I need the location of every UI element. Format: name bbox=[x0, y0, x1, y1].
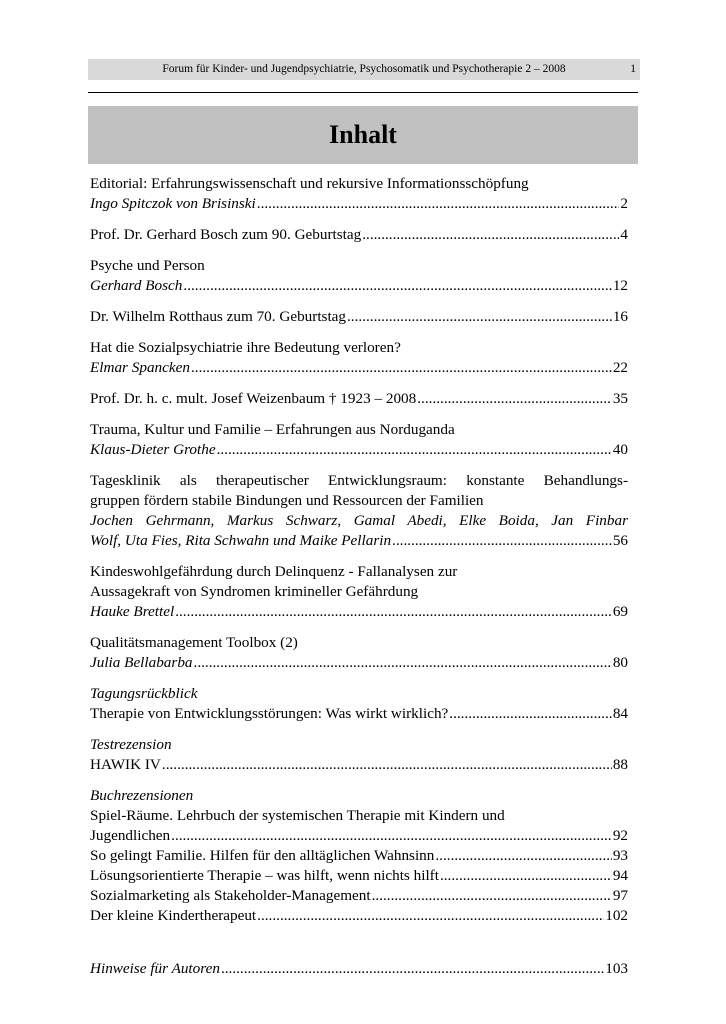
entry-page: 80 bbox=[612, 654, 628, 671]
dot-leader bbox=[392, 531, 612, 551]
entry-title: Prof. Dr. Gerhard Bosch zum 90. Geburtstag bbox=[90, 226, 362, 243]
running-header bbox=[88, 59, 640, 80]
authors-note-page: 103 bbox=[605, 960, 628, 977]
dot-leader bbox=[417, 389, 612, 409]
toc-entry[interactable] bbox=[90, 735, 628, 775]
review-title-line-2: Jugendlichen bbox=[90, 827, 171, 844]
dot-leader bbox=[217, 440, 612, 460]
header-page-number: 1 bbox=[630, 63, 636, 75]
entry-author: Gerhard Bosch bbox=[90, 277, 183, 294]
entry-page: 56 bbox=[612, 532, 628, 549]
entry-title: Qualitätsmanagement Toolbox (2) bbox=[90, 634, 298, 651]
review-page: 94 bbox=[612, 867, 628, 884]
entry-authors-line-1: Jochen Gehrmann, Markus Schwarz, Gamal Abedi, Elke Boida, Jan Finbar bbox=[90, 512, 628, 529]
entry-title: Editorial: Erfahrungswissenschaft und rekursive Informationsschöpfung bbox=[90, 175, 529, 192]
entry-title-line bbox=[90, 307, 628, 327]
dot-leader bbox=[162, 755, 612, 775]
spacer bbox=[90, 937, 628, 959]
toc-entry[interactable] bbox=[90, 471, 628, 551]
entry-title-line bbox=[90, 389, 628, 409]
review-item[interactable] bbox=[90, 906, 628, 926]
review-title-line-1: Spiel-Räume. Lehrbuch der systemischen Therapie mit Kindern und bbox=[90, 807, 505, 824]
entry-title: Hat die Sozialpsychiatrie ihre Bedeutung verloren? bbox=[90, 339, 401, 356]
entry-page: 16 bbox=[612, 308, 628, 325]
header-rule bbox=[88, 92, 638, 93]
entry-author: Ingo Spitczok von Brisinski bbox=[90, 195, 256, 212]
entry-page: 35 bbox=[612, 390, 628, 407]
toc-entry[interactable] bbox=[90, 389, 628, 409]
entry-page: 2 bbox=[620, 195, 628, 212]
title-box bbox=[88, 106, 638, 164]
dot-leader bbox=[362, 225, 619, 245]
entry-author: Hauke Brettel bbox=[90, 603, 175, 620]
entry-page: 4 bbox=[620, 226, 628, 243]
page-title: Inhalt bbox=[329, 120, 397, 149]
entry-author-line bbox=[90, 531, 628, 551]
review-page: 97 bbox=[612, 887, 628, 904]
review-title: So gelingt Familie. Hilfen für den alltäglichen Wahnsinn bbox=[90, 847, 435, 864]
entry-title-line-1: Kindeswohlgefährdung durch Delinquenz - Fallanalysen zur bbox=[90, 563, 458, 580]
review-item[interactable] bbox=[90, 886, 628, 906]
table-of-contents bbox=[90, 174, 628, 979]
dot-leader bbox=[440, 866, 612, 886]
review-title: Lösungsorientierte Therapie – was hilft, wenn nichts hilft bbox=[90, 867, 439, 884]
toc-entry[interactable] bbox=[90, 225, 628, 245]
entry-page: 69 bbox=[612, 603, 628, 620]
authors-note-entry[interactable] bbox=[90, 959, 628, 979]
toc-entry[interactable] bbox=[90, 338, 628, 378]
journal-title: Forum für Kinder- und Jugendpsychiatrie, Psychosomatik und Psychotherapie 2 – 2008 bbox=[162, 63, 566, 75]
dot-leader bbox=[191, 358, 612, 378]
dot-leader bbox=[449, 704, 612, 724]
entry-title-line-1: Tagesklinik als therapeutischer Entwicklungsraum: konstante Behandlungs- bbox=[90, 472, 628, 489]
toc-entry[interactable] bbox=[90, 633, 628, 673]
authors-note-title: Hinweise für Autoren bbox=[90, 960, 220, 977]
entry-title: Therapie von Entwicklungsstörungen: Was wirkt wirklich? bbox=[90, 705, 449, 722]
review-title: Sozialmarketing als Stakeholder-Management bbox=[90, 887, 371, 904]
toc-entry[interactable] bbox=[90, 307, 628, 327]
section-label: Buchrezensionen bbox=[90, 787, 194, 804]
toc-entry[interactable] bbox=[90, 174, 628, 214]
entry-title: Dr. Wilhelm Rotthaus zum 70. Geburtstag bbox=[90, 308, 346, 325]
dot-leader bbox=[183, 276, 611, 296]
entry-author-line bbox=[90, 358, 628, 378]
entry-authors-line-2: Wolf, Uta Fies, Rita Schwahn und Maike Pellarin bbox=[90, 532, 392, 549]
entry-title-line bbox=[90, 225, 628, 245]
entry-title: Psyche und Person bbox=[90, 257, 205, 274]
toc-entry[interactable] bbox=[90, 420, 628, 460]
review-page: 102 bbox=[605, 907, 628, 924]
entry-title-line bbox=[90, 755, 628, 775]
review-item[interactable] bbox=[90, 846, 628, 866]
entry-author-line bbox=[90, 653, 628, 673]
dot-leader bbox=[257, 906, 604, 926]
entry-page: 22 bbox=[612, 359, 628, 376]
entry-author-line bbox=[90, 276, 628, 296]
dot-leader bbox=[372, 886, 612, 906]
dot-leader bbox=[347, 307, 612, 327]
entry-title: HAWIK IV bbox=[90, 756, 161, 773]
dot-leader bbox=[257, 194, 620, 214]
entry-author-line bbox=[90, 440, 628, 460]
entry-title-line-2: gruppen fördern stabile Bindungen und Ressourcen der Familien bbox=[90, 492, 484, 509]
dot-leader bbox=[175, 602, 612, 622]
review-title: Der kleine Kindertherapeut bbox=[90, 907, 257, 924]
toc-entry[interactable] bbox=[90, 684, 628, 724]
entry-author: Elmar Spancken bbox=[90, 359, 190, 376]
review-item[interactable] bbox=[90, 806, 628, 846]
review-title-line bbox=[90, 826, 628, 846]
entry-page: 12 bbox=[612, 277, 628, 294]
dot-leader bbox=[194, 653, 612, 673]
entry-author: Klaus-Dieter Grothe bbox=[90, 441, 216, 458]
book-reviews-section bbox=[90, 786, 628, 926]
review-item[interactable] bbox=[90, 866, 628, 886]
dot-leader bbox=[221, 959, 604, 979]
section-label: Tagungsrückblick bbox=[90, 685, 198, 702]
entry-page: 84 bbox=[612, 705, 628, 722]
toc-entry[interactable] bbox=[90, 562, 628, 622]
entry-author: Julia Bellabarba bbox=[90, 654, 193, 671]
entry-title-line bbox=[90, 704, 628, 724]
entry-title: Trauma, Kultur und Familie – Erfahrungen aus Norduganda bbox=[90, 421, 455, 438]
dot-leader bbox=[435, 846, 611, 866]
entry-author-line bbox=[90, 602, 628, 622]
entry-page: 88 bbox=[612, 756, 628, 773]
entry-title-line-2: Aussagekraft von Syndromen krimineller Gefährdung bbox=[90, 583, 419, 600]
review-page: 92 bbox=[612, 827, 628, 844]
entry-author-line bbox=[90, 194, 628, 214]
review-page: 93 bbox=[612, 847, 628, 864]
entry-title: Prof. Dr. h. c. mult. Josef Weizenbaum † 1923 – 2008 bbox=[90, 390, 417, 407]
entry-page: 40 bbox=[612, 441, 628, 458]
section-label: Testrezension bbox=[90, 736, 172, 753]
dot-leader bbox=[171, 826, 612, 846]
toc-entry[interactable] bbox=[90, 256, 628, 296]
